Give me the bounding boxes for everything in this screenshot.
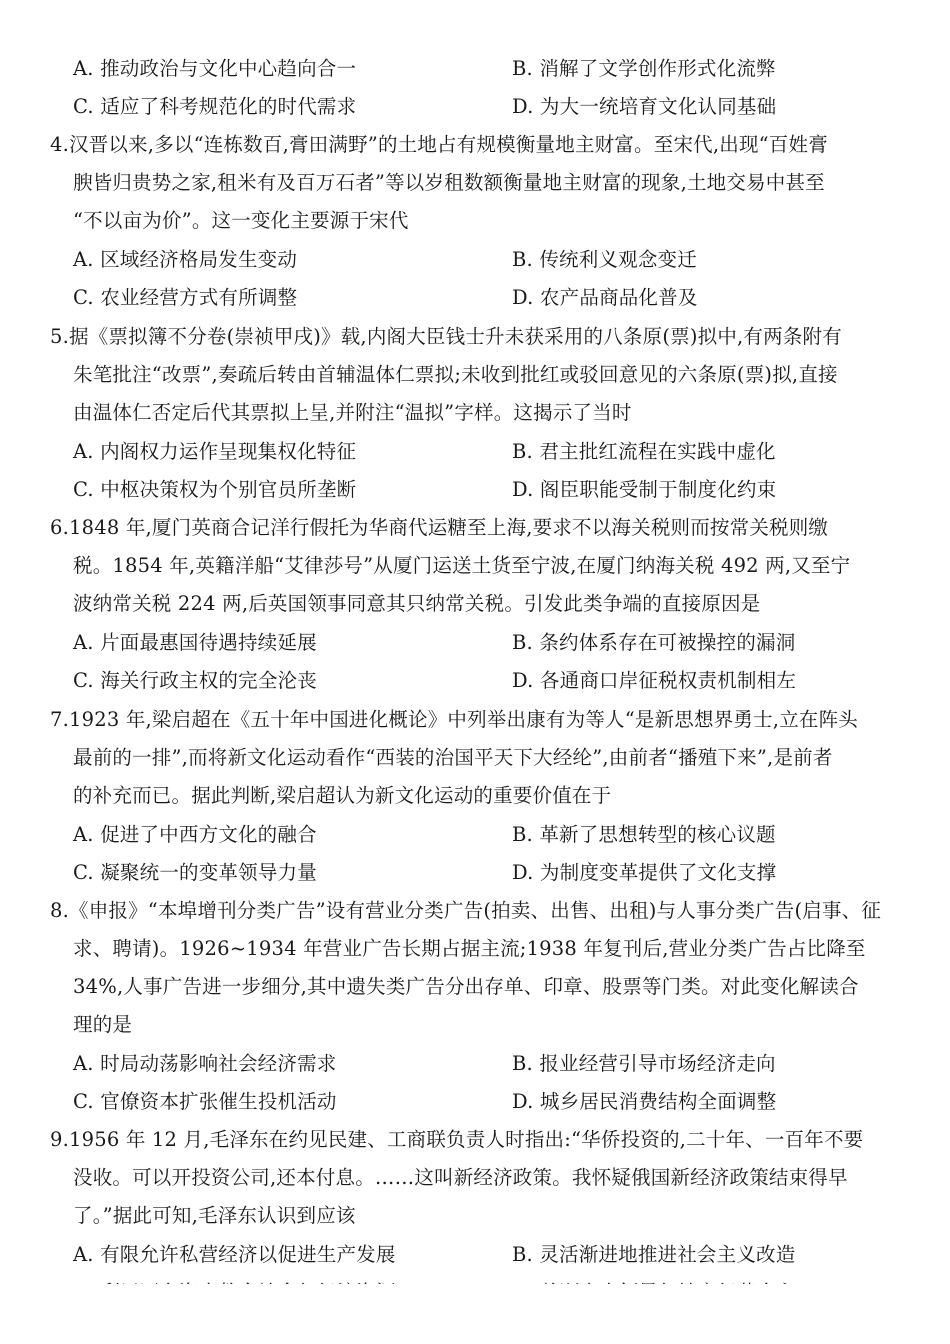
q9-stem-line-2: 没收。可以开投资公司,还本付息。……这叫新经济政策。我怀疑俄国新经济政策结束得早	[73, 1166, 848, 1189]
q8-option-b: B. 报业经营引导市场经济走向	[512, 1052, 776, 1075]
q8-stem-line-2: 求、聘请)。1926~1934 年营业广告长期占据主流;1938 年复刊后,营业分类广告占比降至	[73, 937, 866, 960]
q8-option-d: D. 城乡居民消费结构全面调整	[512, 1090, 777, 1113]
q7-option-b: B. 革新了思想转型的核心议题	[512, 823, 776, 846]
q9-option-a: A. 有限允许私营经济以促进生产发展	[73, 1243, 396, 1266]
q8-option-a: A. 时局动荡影响社会经济需求	[73, 1052, 337, 1075]
q5-option-c: C. 中枢决策权为个别官员所垄断	[73, 478, 357, 501]
q9-option-b: B. 灵活渐进地推进社会主义改造	[512, 1243, 796, 1266]
q7-stem-line-2: 最前的一排”,而将新文化运动看作“西装的治国平天下大经纶”,由前者“播殖下来”,是前者	[73, 746, 833, 769]
q8-option-c: C. 官僚资本扩张催生投机活动	[73, 1090, 337, 1113]
q5-option-d: D. 阁臣职能受制于制度化约束	[512, 478, 777, 501]
q3-option-c: C. 适应了科考规范化的时代需求	[73, 95, 357, 118]
q6-option-a: A. 片面最惠国待遇持续延展	[73, 631, 317, 654]
q3-option-d: D. 为大一统培育文化认同基础	[512, 95, 777, 118]
q6-option-b: B. 条约体系存在可被操控的漏洞	[512, 631, 796, 654]
q6-option-c: C. 海关行政主权的完全沦丧	[73, 669, 317, 692]
q5-stem-line-2: 朱笔批注“改票”,奏疏后转由首辅温体仁票拟;未收到批红或驳回意见的六条原(票)拟,直接	[73, 363, 838, 386]
q7-option-a: A. 促进了中西方文化的融合	[73, 823, 317, 846]
q4-option-c: C. 农业经营方式有所调整	[73, 286, 298, 309]
q7-option-d: D. 为制度变革提供了文化支撑	[512, 861, 777, 884]
q6-stem-line-1: 6.1848 年,厦门英商合记洋行假托为华商代运糖至上海,要求不以海关税则而按常关税则缴	[50, 516, 829, 539]
q3-option-b: B. 消解了文学创作形式化流弊	[512, 57, 776, 80]
q4-stem-line-2: 腴皆归贵势之家,租米有及百万石者”等以岁租数额衡量地主财富的现象,土地交易中甚至	[73, 171, 825, 194]
q7-stem-line-1: 7.1923 年,梁启超在《五十年中国进化概论》中列举出康有为等人“是新思想界勇士,立在阵头	[50, 708, 858, 731]
q5-option-a: A. 内阁权力运作呈现集权化特征	[73, 440, 357, 463]
q4-option-a: A. 区域经济格局发生变动	[73, 248, 298, 271]
q5-stem-line-1: 5.据《票拟簿不分卷(崇祯甲戌)》载,内阁大臣钱士升未获采用的八条原(票)拟中,有两条附有	[50, 325, 842, 348]
q4-stem-line-3: “不以亩为价”。这一变化主要源于宋代	[73, 209, 409, 232]
q3-option-a: A. 推动政治与文化中心趋向合一	[73, 57, 357, 80]
q4-option-b: B. 传统利义观念变迁	[512, 248, 697, 271]
q8-stem-line-4: 理的是	[73, 1013, 133, 1036]
q6-option-d: D. 各通商口岸征税权责机制相左	[512, 669, 797, 692]
q7-stem-line-3: 的补充而已。据此判断,梁启超认为新文化运动的重要价值在于	[73, 784, 612, 807]
q5-option-b: B. 君主批红流程在实践中虚化	[512, 440, 776, 463]
q6-stem-line-3: 波纳常关税 224 两,后英国领事同意其只纳常关税。引发此类争端的直接原因是	[73, 592, 761, 615]
q9-stem-line-3: 了。”据此可知,毛泽东认识到应该	[73, 1204, 356, 1227]
page-bottom-crop	[0, 1284, 950, 1344]
q9-stem-line-1: 9.1956 年 12 月,毛泽东在约见民建、工商联负责人时指出:“华侨投资的,二十年、一百年不要	[50, 1128, 864, 1151]
q8-stem-line-1: 8.《申报》“本埠增刊分类广告”设有营业分类广告(拍卖、出售、出租)与人事分类广告(启事、征	[50, 899, 882, 922]
q4-stem-line-1: 4.汉晋以来,多以“连栋数百,膏田满野”的土地占有规模衡量地主财富。至宋代,出现“百姓膏	[50, 133, 828, 156]
q7-option-c: C. 凝聚统一的变革领导力量	[73, 861, 317, 884]
q4-option-d: D. 农产品商品化普及	[512, 286, 698, 309]
q8-stem-line-3: 34%,人事广告进一步细分,其中遗失类广告分出存单、印章、股票等门类。对此变化解读合	[73, 975, 859, 998]
q6-stem-line-2: 税。1854 年,英籍洋船“艾律莎号”从厦门运送土货至宁波,在厦门纳海关税 492 两,又至宁	[73, 554, 851, 577]
q5-stem-line-3: 由温体仁否定后代其票拟上呈,并附注“温拟”字样。这揭示了当时	[73, 401, 632, 424]
